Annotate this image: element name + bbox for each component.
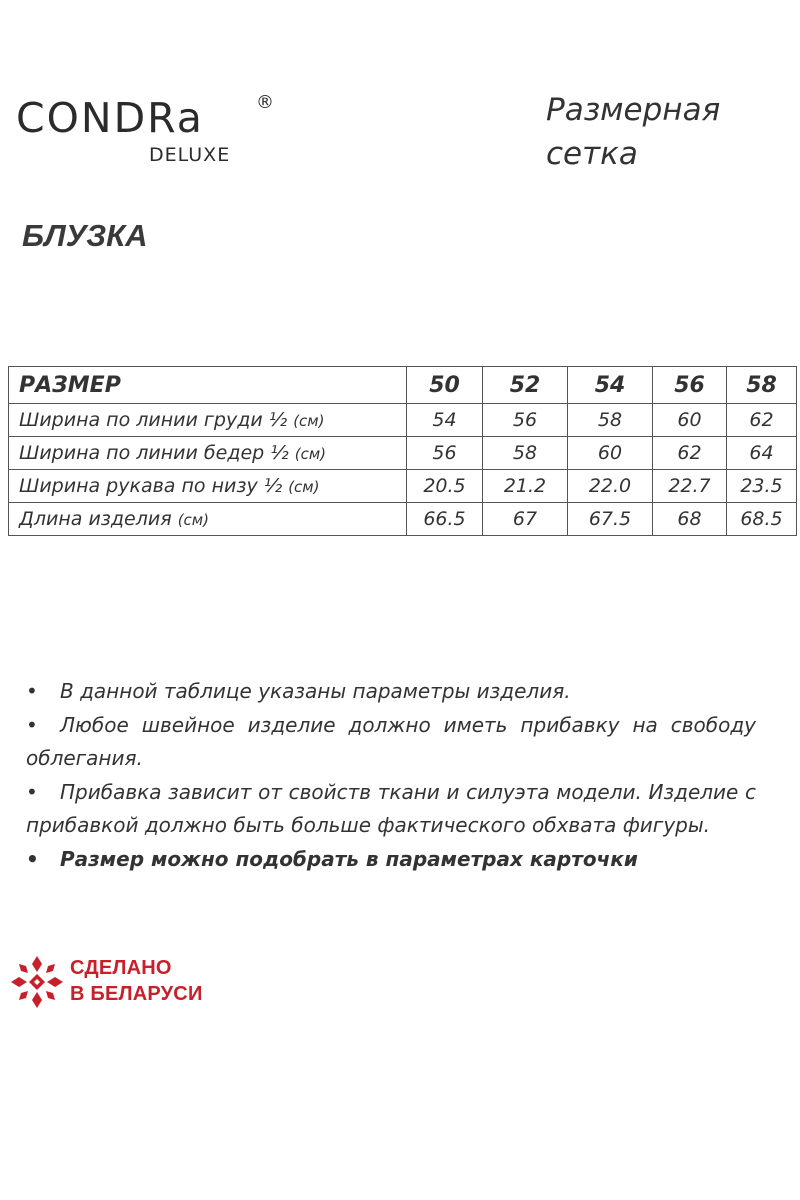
table-cell: 60 [568,437,653,470]
document-title-line1: Размерная [546,92,721,128]
table-cell: 21.2 [483,470,568,503]
product-name: БЛУЗКА [22,218,148,253]
table-cell: 66.5 [407,503,483,536]
note-text: В данной таблице указаны параметры изделия. [60,679,571,703]
row-unit: (см) [294,445,326,463]
note-item [26,776,756,843]
made-in-line1: СДЕЛАНО [70,957,172,979]
table-cell: 62 [727,404,797,437]
size-table [8,366,797,536]
table-cell: 67 [483,503,568,536]
row-label [9,503,407,536]
table-cell: 56 [483,404,568,437]
table-row [9,437,797,470]
document-title [546,88,786,176]
table-cell: 58 [483,437,568,470]
note-item [26,675,756,709]
table-cell: 68.5 [727,503,797,536]
table-cell: 22.0 [568,470,653,503]
size-header: 58 [727,367,797,404]
table-cell: 54 [407,404,483,437]
row-label-text: Ширина по линии бедер ½ [19,442,289,464]
table-cell: 56 [407,437,483,470]
made-in-belarus-badge [8,953,208,1013]
bullet: • [26,779,38,804]
size-header: 54 [568,367,653,404]
table-cell: 62 [653,437,727,470]
row-unit: (см) [293,412,325,430]
table-cell: 64 [727,437,797,470]
table-cell: 20.5 [407,470,483,503]
brand-name: CONDRa [16,94,204,142]
document-title-line2: сетка [546,136,638,172]
notes-list [26,675,756,876]
size-header: 52 [483,367,568,404]
row-unit: (см) [288,478,320,496]
note-item [26,843,756,877]
note-text: Размер можно подобрать в параметрах карточки [60,846,638,871]
row-label [9,470,407,503]
table-cell: 67.5 [568,503,653,536]
made-in-line2: В БЕЛАРУСИ [70,983,203,1005]
bullet: • [26,712,38,737]
row-label [9,404,407,437]
table-cell: 23.5 [727,470,797,503]
bullet: • [26,679,38,703]
header-label: РАЗМЕР [9,367,407,404]
row-label-text: Длина изделия [19,508,172,530]
row-label [9,437,407,470]
row-unit: (см) [177,511,209,529]
note-item [26,709,756,776]
table-row [9,470,797,503]
table-row [9,503,797,536]
table-row [9,404,797,437]
table-cell: 22.7 [653,470,727,503]
note-text: Прибавка зависит от свойств ткани и силуэта модели. Изделие с прибавкой должно быть больше фактического обхвата фигуры. [26,779,756,837]
bullet: • [26,846,39,871]
brand-logo [16,92,274,172]
made-in-text [70,955,203,1007]
belarus-ornament-icon [8,953,66,1011]
table-cell: 68 [653,503,727,536]
registered-mark: ® [256,92,274,113]
table-cell: 60 [653,404,727,437]
size-header-row [9,367,797,404]
size-header: 50 [407,367,483,404]
row-label-text: Ширина рукава по низу ½ [19,475,283,497]
size-header: 56 [653,367,727,404]
table-cell: 58 [568,404,653,437]
note-text: Любое швейное изделие должно иметь прибавку на свободу облегания. [26,712,756,770]
row-label-text: Ширина по линии груди ½ [19,409,288,431]
brand-sub: DELUXE [149,144,231,166]
